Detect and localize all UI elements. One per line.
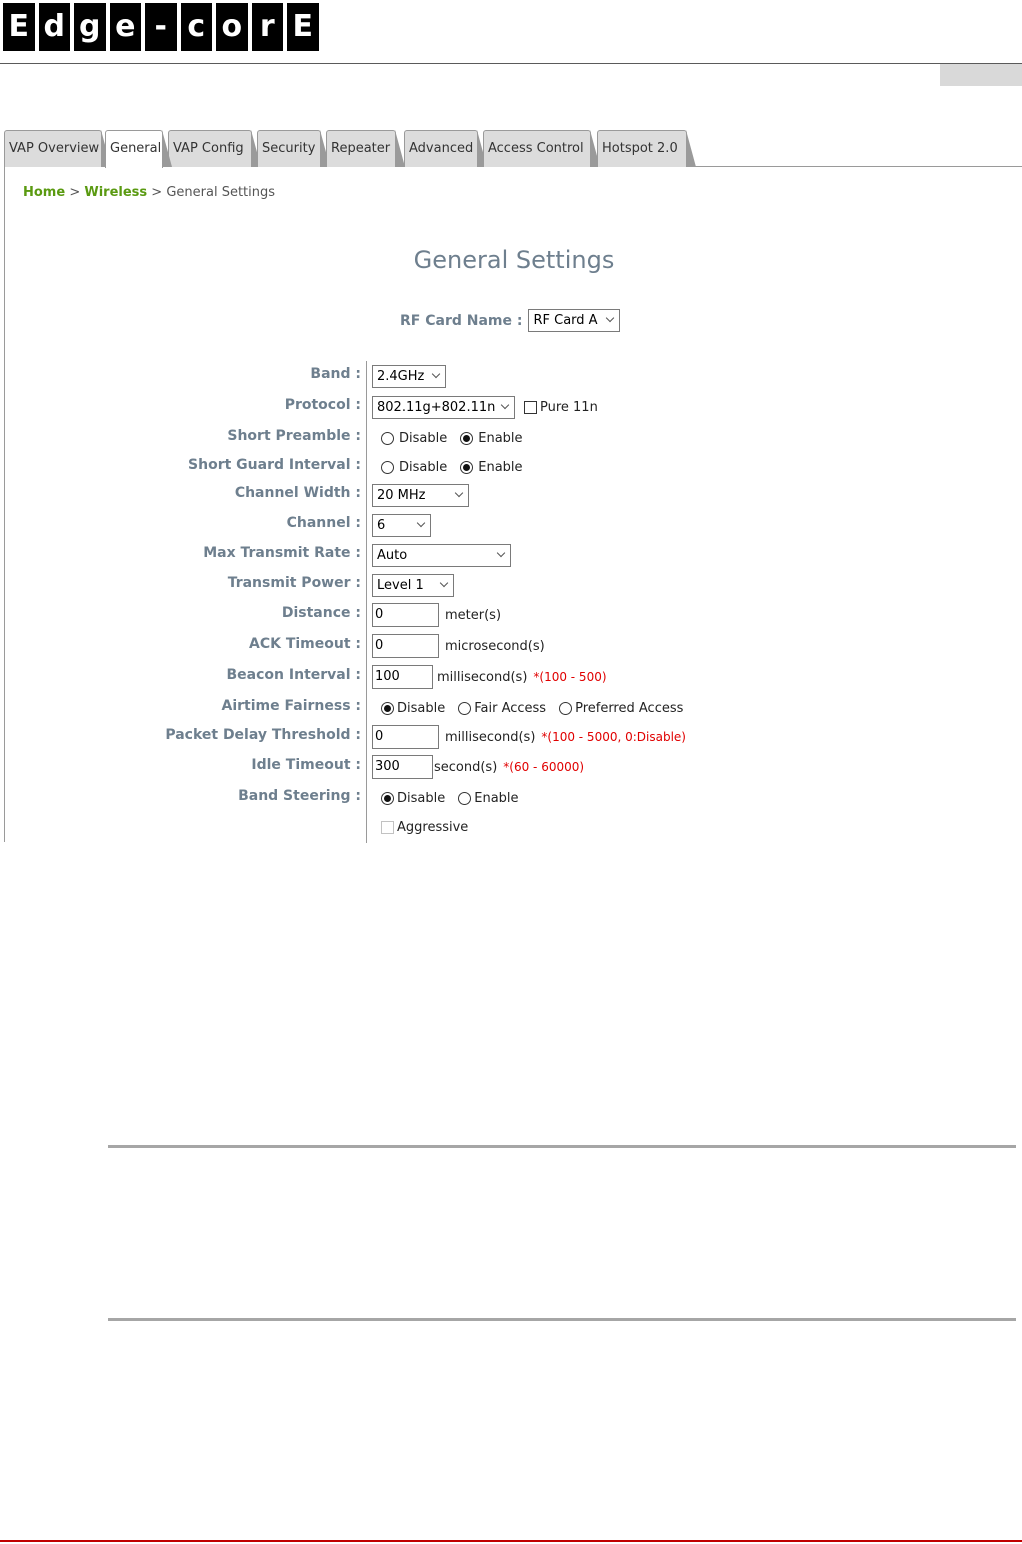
idle-timeout-unit: second(s)	[434, 759, 498, 775]
packet-delay-threshold-input[interactable]: 0	[372, 725, 439, 749]
channel-row	[5, 513, 1022, 537]
ack-timeout-input[interactable]: 0	[372, 634, 439, 658]
distance-input[interactable]: 0	[372, 603, 439, 627]
channel-label: Channel :	[286, 515, 361, 531]
band-value: 2.4GHz	[377, 368, 425, 384]
band-steering-enable-label: Enable	[474, 790, 519, 806]
band-steering-row	[5, 786, 1022, 810]
ack-timeout-label: ACK Timeout :	[248, 636, 361, 652]
short-preamble-enable-radio[interactable]	[460, 432, 473, 445]
channel-width-label: Channel Width :	[234, 485, 361, 501]
short-preamble-disable-label: Disable	[399, 430, 448, 446]
tab-vap-overview[interactable]: VAP Overview	[4, 130, 102, 167]
sgi-enable-radio[interactable]	[460, 461, 473, 474]
pure-11n-label: Pure 11n	[540, 399, 598, 415]
general-settings-panel	[0, 126, 1022, 842]
chevron-down-icon	[417, 518, 425, 526]
content-area	[4, 167, 1022, 842]
chevron-down-icon	[606, 314, 614, 322]
note-box-bottom-rule	[108, 1318, 1016, 1321]
packet-delay-threshold-unit: millisecond(s)	[445, 729, 536, 745]
transmit-power-label: Transmit Power :	[227, 575, 361, 591]
sgi-disable-label: Disable	[399, 459, 448, 475]
airtime-disable-label: Disable	[397, 700, 446, 716]
footer-divider	[0, 1540, 1022, 1542]
tab-bar	[4, 130, 1022, 167]
max-transmit-rate-value: Auto	[377, 547, 408, 563]
idle-timeout-hint: *(60 - 60000)	[503, 760, 585, 774]
ack-timeout-unit: microsecond(s)	[445, 638, 545, 654]
chevron-down-icon	[497, 548, 505, 556]
band-steering-disable-label: Disable	[397, 790, 446, 806]
band-select[interactable]	[372, 365, 446, 388]
protocol-select[interactable]	[372, 396, 515, 419]
pure-11n-checkbox[interactable]	[524, 401, 537, 414]
breadcrumb	[23, 185, 275, 200]
packet-delay-threshold-label: Packet Delay Threshold :	[165, 727, 361, 743]
short-guard-interval-label: Short Guard Interval :	[188, 457, 361, 473]
beacon-interval-row	[5, 665, 1022, 689]
aggressive-label: Aggressive	[397, 819, 469, 835]
breadcrumb-current: General Settings	[166, 185, 276, 200]
short-preamble-row	[5, 426, 1022, 450]
header-tab-block	[940, 64, 1022, 86]
packet-delay-threshold-hint: *(100 - 5000, 0:Disable)	[541, 730, 686, 744]
aggressive-checkbox[interactable]	[381, 821, 394, 834]
max-transmit-rate-label: Max Transmit Rate :	[203, 545, 361, 561]
airtime-preferred-access-radio[interactable]	[559, 702, 572, 715]
airtime-disable-radio[interactable]	[381, 702, 394, 715]
beacon-interval-input[interactable]: 100	[372, 665, 433, 689]
packet-delay-threshold-row	[5, 725, 1022, 749]
logo-letter: E	[3, 3, 35, 51]
page-title: General Settings	[413, 246, 615, 274]
distance-unit: meter(s)	[445, 607, 502, 623]
logo-letter: e	[110, 3, 142, 51]
tab-security[interactable]: Security	[257, 130, 321, 167]
breadcrumb-wireless[interactable]: Wireless	[84, 185, 148, 200]
tab-vap-config[interactable]: VAP Config	[168, 130, 252, 167]
rf-card-select[interactable]	[528, 309, 620, 332]
band-row	[5, 364, 1022, 388]
logo-letter: c	[181, 3, 213, 51]
transmit-power-select[interactable]	[372, 574, 454, 597]
logo-letter: g	[74, 3, 106, 51]
idle-timeout-row	[5, 755, 1022, 779]
short-preamble-label: Short Preamble :	[227, 428, 361, 444]
airtime-preferred-access-label: Preferred Access	[575, 700, 684, 716]
breadcrumb-home[interactable]: Home	[23, 185, 66, 200]
tab-advanced[interactable]: Advanced	[404, 130, 478, 167]
band-steering-label: Band Steering :	[238, 788, 361, 804]
transmit-power-row	[5, 573, 1022, 597]
beacon-interval-unit: millisecond(s)	[437, 669, 528, 685]
protocol-row	[5, 395, 1022, 419]
chevron-down-icon	[432, 369, 440, 377]
airtime-fair-access-radio[interactable]	[458, 702, 471, 715]
tab-hotspot[interactable]: Hotspot 2.0	[597, 130, 687, 167]
protocol-value: 802.11g+802.11n	[377, 399, 496, 415]
beacon-interval-hint: *(100 - 500)	[533, 670, 607, 684]
idle-timeout-input[interactable]: 300	[372, 755, 433, 779]
tab-access-control[interactable]: Access Control	[483, 130, 591, 167]
airtime-fairness-label: Airtime Fairness :	[221, 698, 361, 714]
sgi-disable-radio[interactable]	[381, 461, 394, 474]
header-divider	[0, 63, 1022, 64]
chevron-down-icon	[440, 578, 448, 586]
short-guard-interval-row	[5, 455, 1022, 479]
protocol-label: Protocol :	[284, 397, 361, 413]
edgecore-logo	[3, 3, 323, 51]
rf-card-value: RF Card A	[533, 313, 598, 328]
band-steering-disable-radio[interactable]	[381, 792, 394, 805]
chevron-down-icon	[501, 400, 509, 408]
chevron-down-icon	[455, 488, 463, 496]
logo-letter: o	[216, 3, 248, 51]
rf-card-row	[400, 309, 620, 332]
airtime-fairness-row	[5, 696, 1022, 720]
sgi-enable-label: Enable	[478, 459, 523, 475]
max-transmit-rate-select[interactable]	[372, 544, 511, 567]
channel-width-value: 20 MHz	[377, 487, 426, 503]
breadcrumb-separator: >	[69, 185, 81, 200]
logo-letter: r	[252, 3, 284, 51]
max-transmit-rate-row	[5, 543, 1022, 567]
note-box-top-rule	[108, 1145, 1016, 1148]
rf-card-label: RF Card Name :	[400, 312, 523, 329]
transmit-power-value: Level 1	[377, 577, 424, 593]
short-preamble-enable-label: Enable	[478, 430, 523, 446]
logo-letter: E	[287, 3, 319, 51]
distance-row	[5, 603, 1022, 627]
breadcrumb-separator: >	[151, 185, 163, 200]
beacon-interval-label: Beacon Interval :	[226, 667, 361, 683]
tab-repeater[interactable]: Repeater	[326, 130, 396, 167]
airtime-fair-access-label: Fair Access	[474, 700, 547, 716]
band-steering-enable-radio[interactable]	[458, 792, 471, 805]
tab-general[interactable]: General	[105, 130, 163, 168]
logo-letter: -	[145, 3, 177, 51]
channel-width-row	[5, 483, 1022, 507]
short-preamble-disable-radio[interactable]	[381, 432, 394, 445]
channel-select[interactable]	[372, 514, 431, 537]
logo-letter: d	[39, 3, 71, 51]
channel-width-select[interactable]	[372, 484, 469, 507]
channel-value: 6	[377, 517, 386, 533]
distance-label: Distance :	[281, 605, 361, 621]
aggressive-row	[5, 815, 1022, 839]
ack-timeout-row	[5, 634, 1022, 658]
band-label: Band :	[310, 366, 361, 382]
idle-timeout-label: Idle Timeout :	[251, 757, 361, 773]
